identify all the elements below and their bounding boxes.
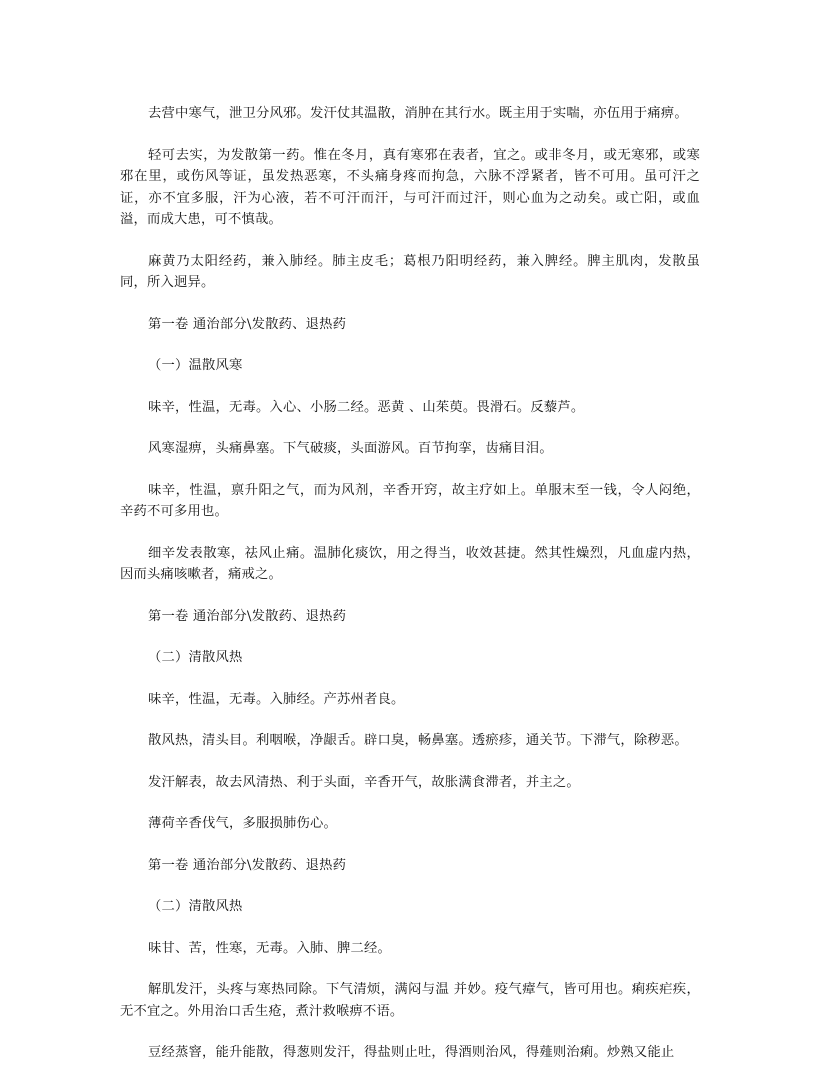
paragraph: 解肌发汗，头疼与寒热同除。下气清烦，满闷与温 并妙。疫气瘴气，皆可用也。痢疾疟疾，无不宜之。外用治口舌生疮，煮汁救喉痹不语。	[120, 982, 700, 1019]
section-heading: 第一卷 通治部分\发散药、退热药	[148, 857, 347, 873]
subsection-heading: （二）清散风热	[148, 899, 243, 914]
section-heading: 第一卷 通治部分\发散药、退热药	[148, 316, 347, 332]
paragraph: 去营中寒气，泄卫分风邪。发汗仗其温散，消肿在其行水。既主用于实喘，亦伍用于痛痹。	[148, 106, 688, 121]
paragraph: 麻黄乃太阳经药，兼入肺经。肺主皮毛；葛根乃阳明经药，兼入脾经。脾主肌肉，发散虽同，所入迥异。	[120, 253, 700, 290]
subsection-heading: （二）清散风热	[148, 650, 243, 665]
paragraph: 风寒湿痹，头痛鼻塞。下气破痰，头面游风。百节拘挛，齿痛目泪。	[148, 441, 553, 456]
paragraph: 轻可去实，为发散第一药。惟在冬月，真有寒邪在表者，宜之。或非冬月，或无寒邪，或寒邪在里，或伤风等证，虽发热恶寒，不头痛身疼而拘急，六脉不浮紧者，皆不可用。虽可汗之证，亦不宜多服，汗为心液，若不可汗而汗，与可汗而过汗，则心血为之动矣。或亡阳，或血溢，而成大患，可不慎哉。	[120, 147, 700, 227]
paragraph: 味辛，性温，无毒。入肺经。产苏州者良。	[148, 691, 405, 707]
paragraph: 味甘、苦，性寒，无毒。入肺、脾二经。	[148, 940, 391, 956]
paragraph: 散风热，清头目。利咽喉，净龈舌。辟口臭，畅鼻塞。透瘀疹，通关节。下滞气，除秽恶。	[148, 733, 688, 748]
subsection-heading: （一）温散风寒	[148, 358, 243, 373]
paragraph: 薄荷辛香伐气，多服损肺伤心。	[148, 816, 337, 831]
paragraph: 细辛发表散寒，祛风止痛。温肺化痰饮，用之得当，收效甚捷。然其性燥烈，凡血虚内热，因而头痛咳嗽者，痛戒之。	[120, 545, 700, 582]
paragraph: 味辛，性温，无毒。入心、小肠二经。恶黄 、山茱萸。畏滑石。反藜芦。	[148, 399, 585, 415]
document-page	[120, 103, 700, 1084]
paragraph: 豆经蒸窨，能升能散，得葱则发汗，得盐则止吐，得酒则治风，得薤则治痢。炒熟又能止	[148, 1045, 675, 1060]
section-heading: 第一卷 通治部分\发散药、退热药	[148, 608, 347, 624]
paragraph: 味辛，性温，禀升阳之气，而为风剂，辛香开窍，故主疗如上。单服末至一钱，令人闷绝，辛药不可多用也。	[120, 482, 700, 519]
paragraph: 发汗解表，故去风清热、利于头面，辛香开气，故胀满食滞者，并主之。	[148, 774, 580, 790]
